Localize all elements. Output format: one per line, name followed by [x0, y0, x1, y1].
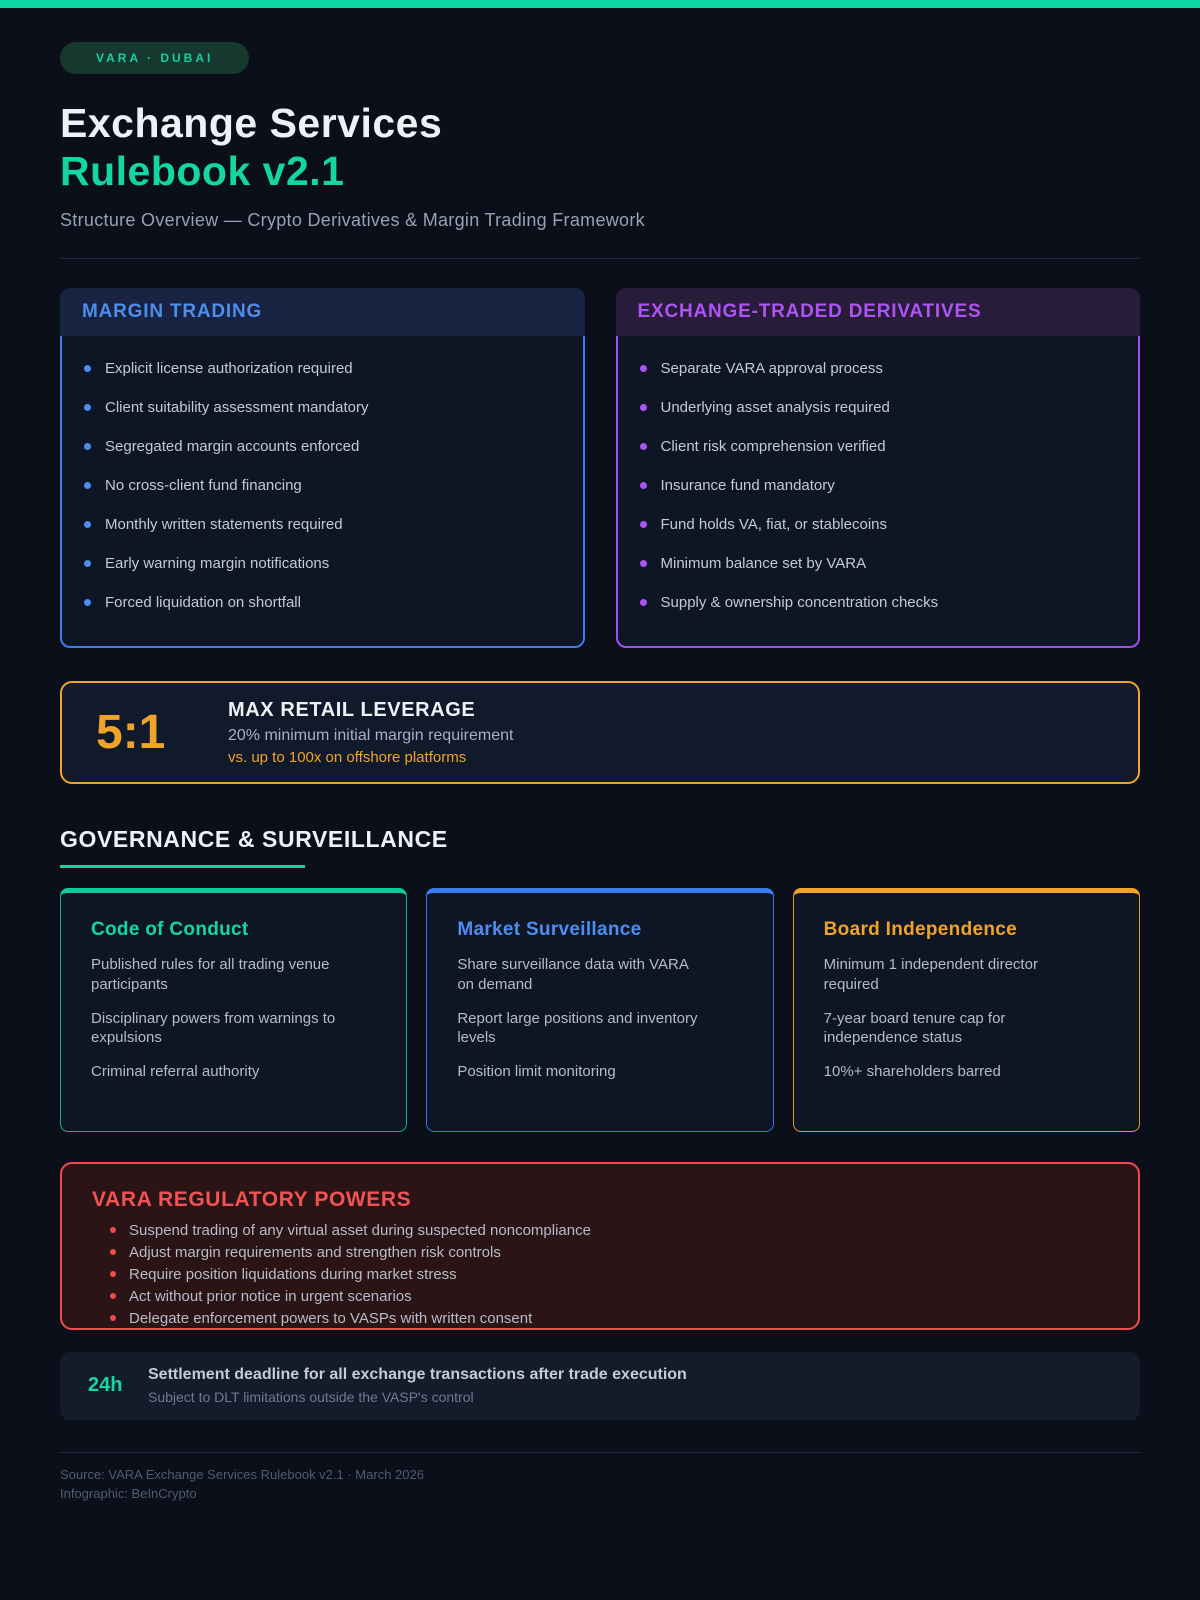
margin-trading-list	[84, 360, 561, 612]
governance-section-heading: GOVERNANCE & SURVEILLANCE	[60, 825, 448, 852]
card-point: Published rules for all trading venue participants	[91, 955, 330, 993]
derivatives-list	[640, 360, 1117, 612]
board-independence-title: Board Independence	[823, 918, 1017, 940]
card-point: Position limit monitoring	[457, 1063, 616, 1081]
derivatives-body	[616, 336, 1141, 648]
bullet-dot-icon	[84, 365, 91, 372]
bullet-dot-icon	[110, 1293, 116, 1299]
list-item	[640, 399, 1117, 417]
jurisdiction-badge: VARA · DUBAI	[60, 42, 249, 74]
list-item-label: Require position liquidations during market stress	[129, 1265, 457, 1283]
max-leverage-callout	[60, 681, 1140, 784]
regulatory-powers-title: VARA REGULATORY POWERS	[92, 1187, 412, 1211]
list-item-label: Early warning margin notifications	[105, 554, 330, 572]
bullet-dot-icon	[110, 1315, 116, 1321]
code-of-conduct-title: Code of Conduct	[91, 918, 249, 940]
settlement-hours-badge: 24h	[88, 1374, 123, 1397]
list-item-label: No cross-client fund financing	[105, 476, 302, 494]
derivatives-title: EXCHANGE-TRADED DERIVATIVES	[616, 288, 1141, 336]
list-item	[84, 399, 561, 417]
top-accent-bar	[0, 0, 1200, 8]
bullet-dot-icon	[640, 560, 647, 567]
page-container	[0, 8, 1200, 1504]
bullet-dot-icon	[640, 521, 647, 528]
settlement-title: Settlement deadline for all exchange transactions after trade execution	[148, 1366, 687, 1384]
bullet-dot-icon	[640, 599, 647, 606]
board-independence-card	[793, 888, 1140, 1132]
settlement-note: Subject to DLT limitations outside the VASP's control	[148, 1389, 474, 1406]
bullet-dot-icon	[640, 365, 647, 372]
list-item	[640, 477, 1117, 495]
bullet-dot-icon	[84, 521, 91, 528]
list-item	[84, 555, 561, 573]
list-item	[110, 1245, 1108, 1260]
bullet-dot-icon	[110, 1249, 116, 1255]
footer-divider	[60, 1452, 1140, 1453]
list-item-label: Fund holds VA, fiat, or stablecoins	[660, 515, 888, 533]
bullet-dot-icon	[84, 404, 91, 411]
bullet-dot-icon	[84, 443, 91, 450]
leverage-ratio: 5:1	[96, 705, 166, 759]
list-item	[110, 1289, 1108, 1304]
list-item	[84, 360, 561, 378]
list-item-label: Segregated margin accounts enforced	[105, 437, 360, 455]
list-item-label: Monthly written statements required	[105, 515, 343, 533]
footer-source: Source: VARA Exchange Services Rulebook v2.1 · March 2026	[60, 1466, 424, 1482]
footer-credit: Infographic: BeInCrypto	[60, 1486, 197, 1502]
header-divider	[60, 258, 1140, 259]
page-title-line2: Rulebook v2.1	[60, 147, 345, 194]
list-item-label: Client risk comprehension verified	[660, 437, 886, 455]
list-item-label: Underlying asset analysis required	[660, 398, 890, 416]
bullet-dot-icon	[640, 443, 647, 450]
settlement-text-block	[148, 1366, 687, 1405]
list-item-label: Explicit license authorization required	[105, 359, 353, 377]
list-item-label: Minimum balance set by VARA	[660, 554, 867, 572]
page-subtitle: Structure Overview — Crypto Derivatives & Margin Trading Framework	[60, 209, 645, 230]
regulatory-powers-list	[92, 1223, 1108, 1326]
bullet-dot-icon	[640, 482, 647, 489]
bullet-dot-icon	[110, 1271, 116, 1277]
footer	[60, 1465, 1140, 1504]
list-item	[84, 438, 561, 456]
leverage-margin-requirement: 20% minimum initial margin requirement	[228, 726, 514, 744]
list-item-label: Supply & ownership concentration checks	[660, 593, 939, 611]
page-title-line1: Exchange Services	[60, 100, 443, 146]
card-point: Report large positions and inventory levels	[457, 1009, 698, 1047]
list-item	[84, 594, 561, 612]
bullet-dot-icon	[84, 560, 91, 567]
regulatory-powers-card	[60, 1162, 1140, 1330]
card-point: 7-year board tenure cap for independence status	[823, 1009, 1006, 1047]
card-point: Minimum 1 independent director required	[823, 955, 1038, 993]
code-of-conduct-card	[60, 888, 407, 1132]
list-item-label: Adjust margin requirements and strengthen risk controls	[129, 1243, 501, 1261]
list-item	[110, 1267, 1108, 1282]
governance-heading-underline	[60, 865, 305, 868]
list-item-label: Client suitability assessment mandatory	[105, 398, 369, 416]
margin-trading-title: MARGIN TRADING	[60, 288, 585, 336]
list-item	[84, 477, 561, 495]
list-item-label: Suspend trading of any virtual asset during suspected noncompliance	[129, 1221, 591, 1239]
list-item	[640, 594, 1117, 612]
list-item-label: Separate VARA approval process	[660, 359, 883, 377]
list-item-label: Act without prior notice in urgent scenarios	[129, 1287, 412, 1305]
page-title	[60, 100, 1140, 196]
rule-panels	[60, 288, 1140, 648]
bullet-dot-icon	[640, 404, 647, 411]
list-item	[640, 360, 1117, 378]
market-surveillance-card	[426, 888, 773, 1132]
card-point: Share surveillance data with VARA on demand	[457, 955, 689, 993]
derivatives-panel	[616, 288, 1141, 648]
margin-trading-panel	[60, 288, 585, 648]
market-surveillance-title: Market Surveillance	[457, 918, 642, 940]
list-item	[640, 516, 1117, 534]
bullet-dot-icon	[84, 599, 91, 606]
bullet-dot-icon	[84, 482, 91, 489]
governance-cards	[60, 888, 1140, 1132]
list-item	[84, 516, 561, 534]
list-item-label: Insurance fund mandatory	[660, 476, 835, 494]
list-item	[110, 1311, 1108, 1326]
settlement-deadline-bar	[60, 1352, 1140, 1420]
list-item	[640, 555, 1117, 573]
leverage-title: MAX RETAIL LEVERAGE	[228, 698, 476, 721]
list-item	[640, 438, 1117, 456]
bullet-dot-icon	[110, 1227, 116, 1233]
leverage-text-block	[228, 699, 513, 766]
list-item	[110, 1223, 1108, 1238]
card-point: 10%+ shareholders barred	[823, 1063, 1001, 1081]
list-item-label: Delegate enforcement powers to VASPs with written consent	[129, 1309, 533, 1327]
card-point: Criminal referral authority	[91, 1063, 260, 1081]
leverage-comparison-note: vs. up to 100x on offshore platforms	[228, 748, 467, 766]
margin-trading-body	[60, 336, 585, 648]
card-point: Disciplinary powers from warnings to expulsions	[91, 1009, 336, 1047]
list-item-label: Forced liquidation on shortfall	[105, 593, 301, 611]
